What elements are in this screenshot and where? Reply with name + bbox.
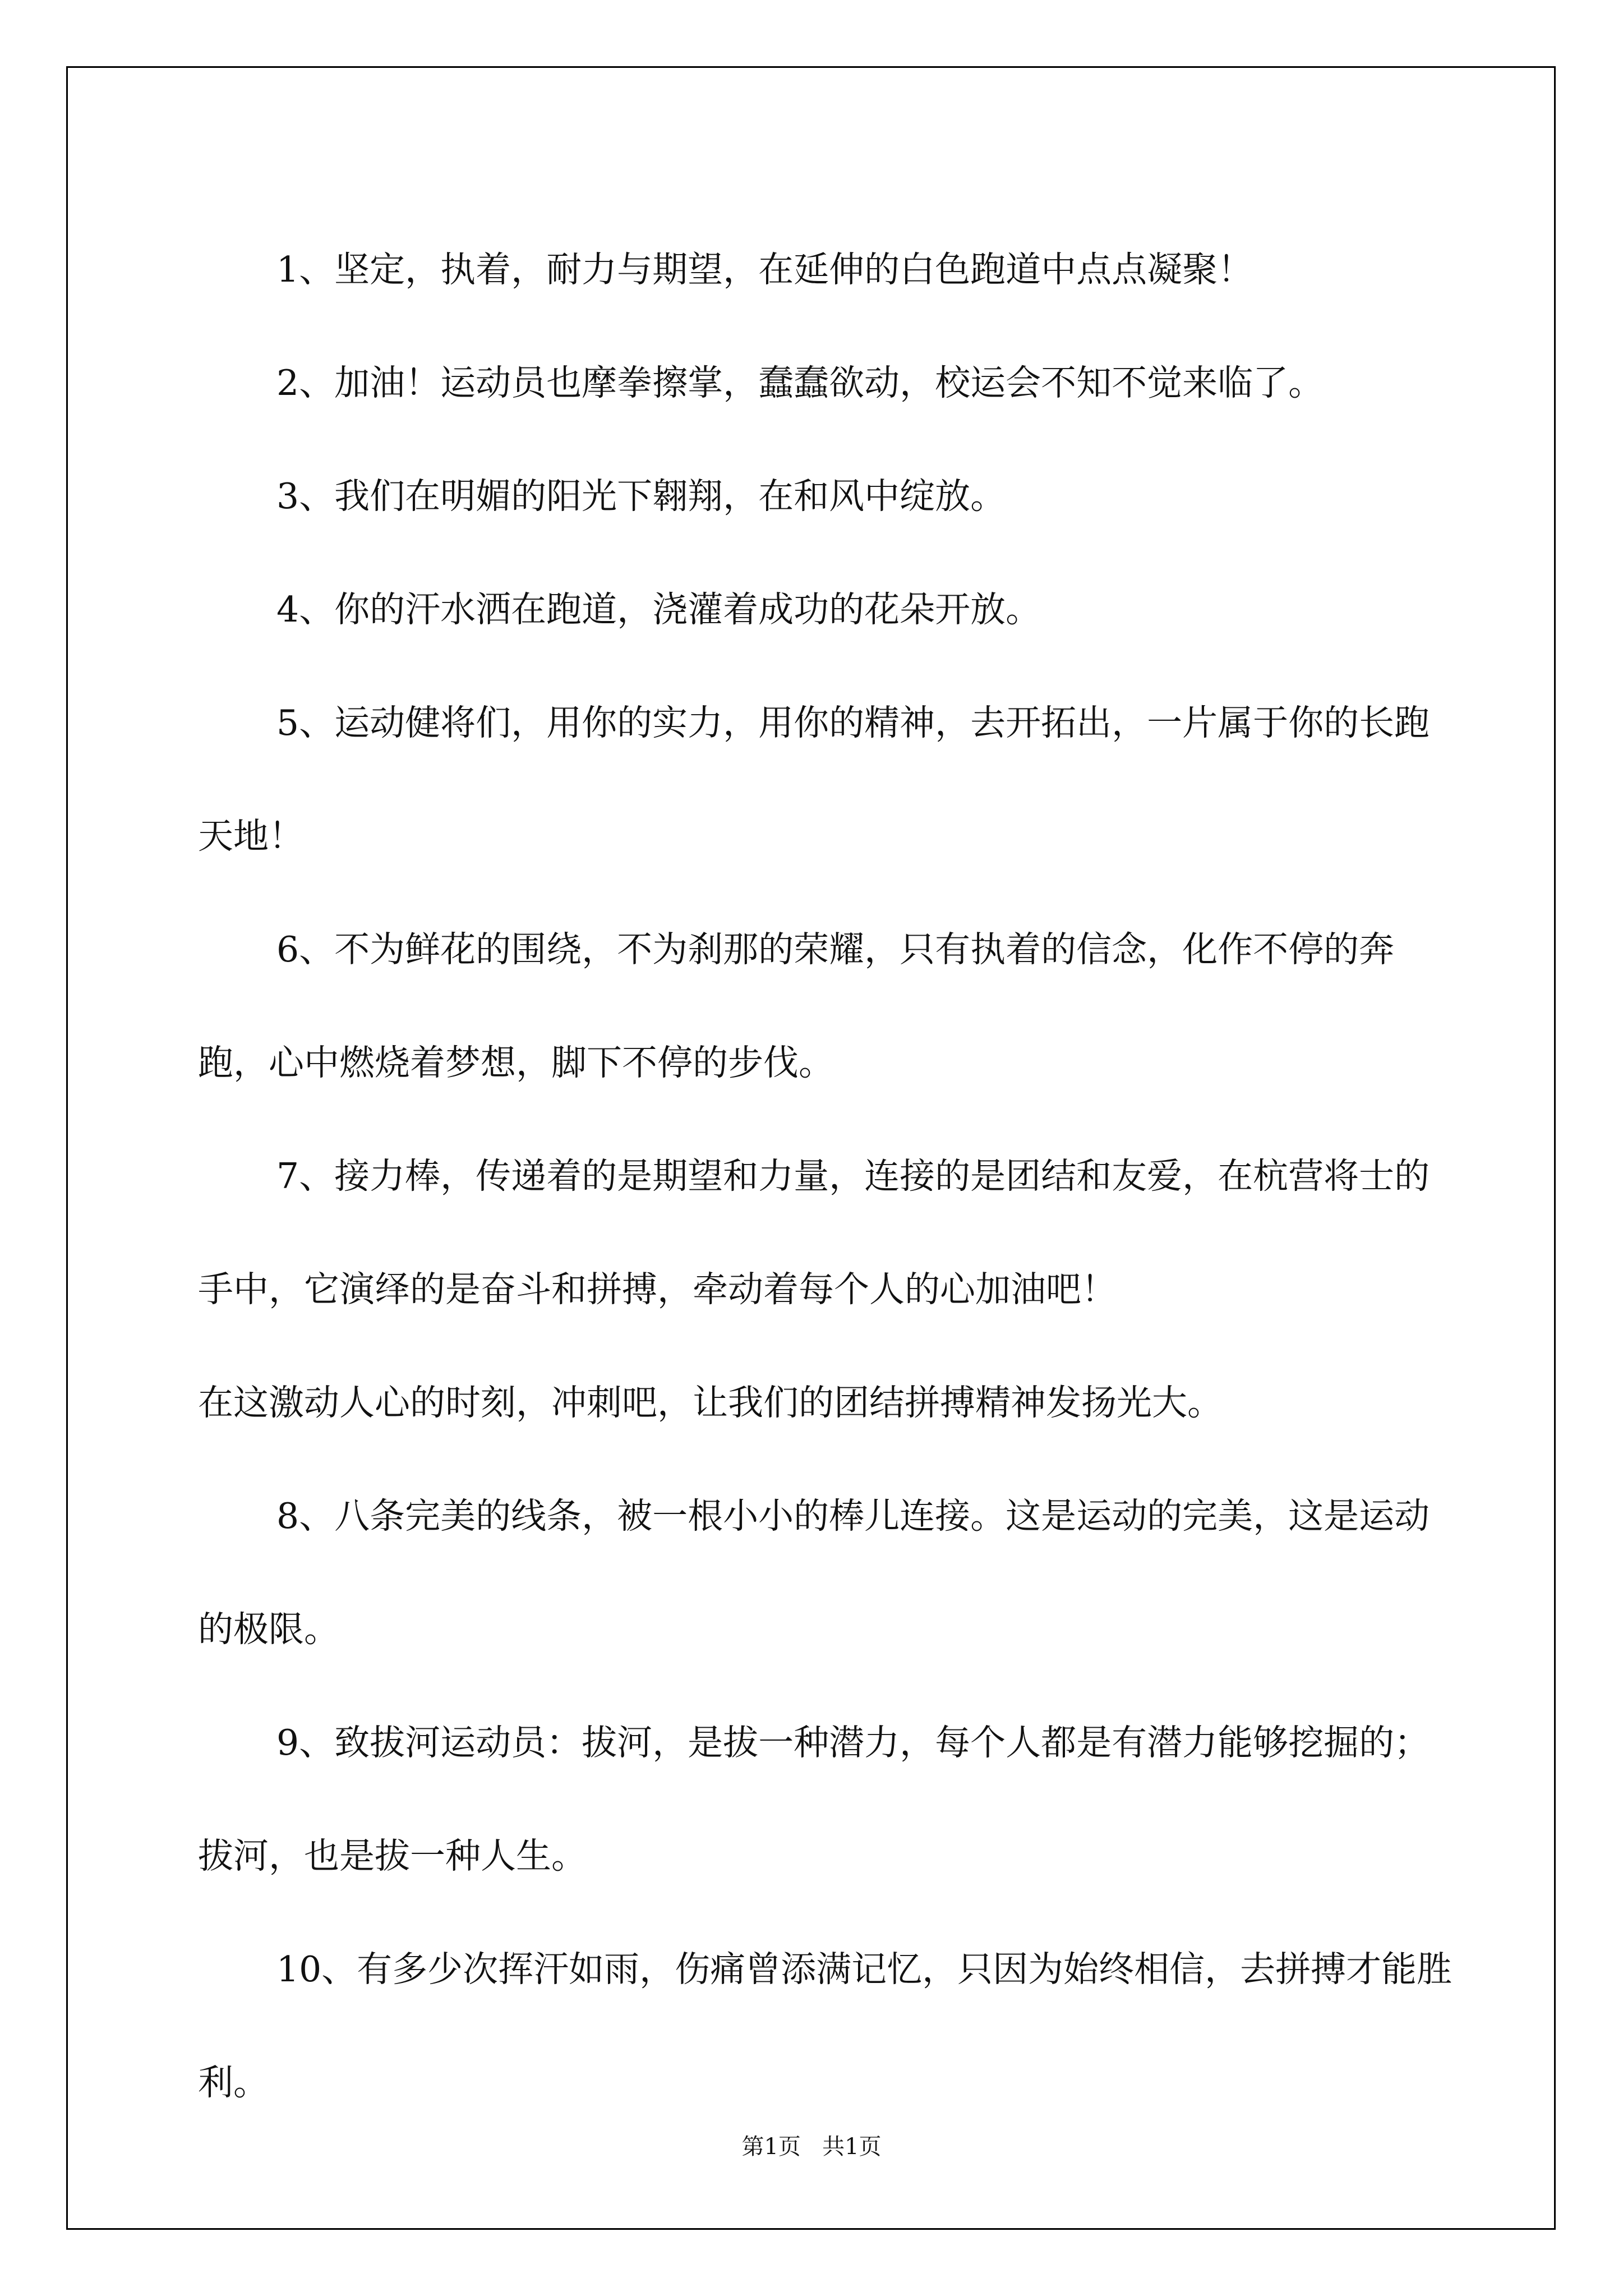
paragraph-1: 1、坚定，执着，耐力与期望，在延伸的白色跑道中点点凝聚！	[276, 249, 1253, 290]
paragraph-3: 3、我们在明媚的阳光下翱翔，在和风中绽放。	[276, 476, 1006, 517]
paragraph-2: 2、加油！运动员也摩拳擦掌，蠢蠢欲动，校运会不知不觉来临了。	[276, 362, 1324, 403]
paragraph-6: 6、不为鲜花的围绕，不为刹那的荣耀，只有执着的信念，化作不停的奔跑，心中燃烧着梦想，脚下不停的步伐。	[198, 929, 1395, 1083]
document-body	[198, 213, 1460, 2139]
page-footer	[0, 2129, 1623, 2161]
paragraph-7: 7、接力棒，传递着的是期望和力量，连接的是团结和友爱，在杭营将士的手中，它演绎的是奋斗和拼搏，牵动着每个人的心加油吧！	[198, 1156, 1430, 1310]
paragraph-8: 8、八条完美的线条，被一根小小的棒儿连接。这是运动的完美，这是运动的极限。	[198, 1496, 1430, 1650]
paragraph-7-continued: 在这激动人心的时刻，冲刺吧，让我们的团结拼搏精神发扬光大。	[198, 1382, 1223, 1423]
page-number-current: 第1页	[741, 2134, 801, 2160]
page-number-total: 共1页	[822, 2134, 882, 2160]
paragraph-4: 4、你的汗水洒在跑道，浇灌着成功的花朵开放。	[276, 589, 1041, 630]
paragraph-9: 9、致拔河运动员：拔河，是拔一种潜力，每个人都是有潜力能够挖掘的；拔河，也是拔一种人生。	[198, 1722, 1430, 1876]
footer-spacer	[801, 2134, 822, 2160]
paragraph-5: 5、运动健将们，用你的实力，用你的精神，去开拓出，一片属于你的长跑天地！	[198, 702, 1430, 857]
paragraph-10: 10、有多少次挥汗如雨，伤痛曾添满记忆，只因为始终相信，去拼搏才能胜利。	[198, 1949, 1453, 2103]
